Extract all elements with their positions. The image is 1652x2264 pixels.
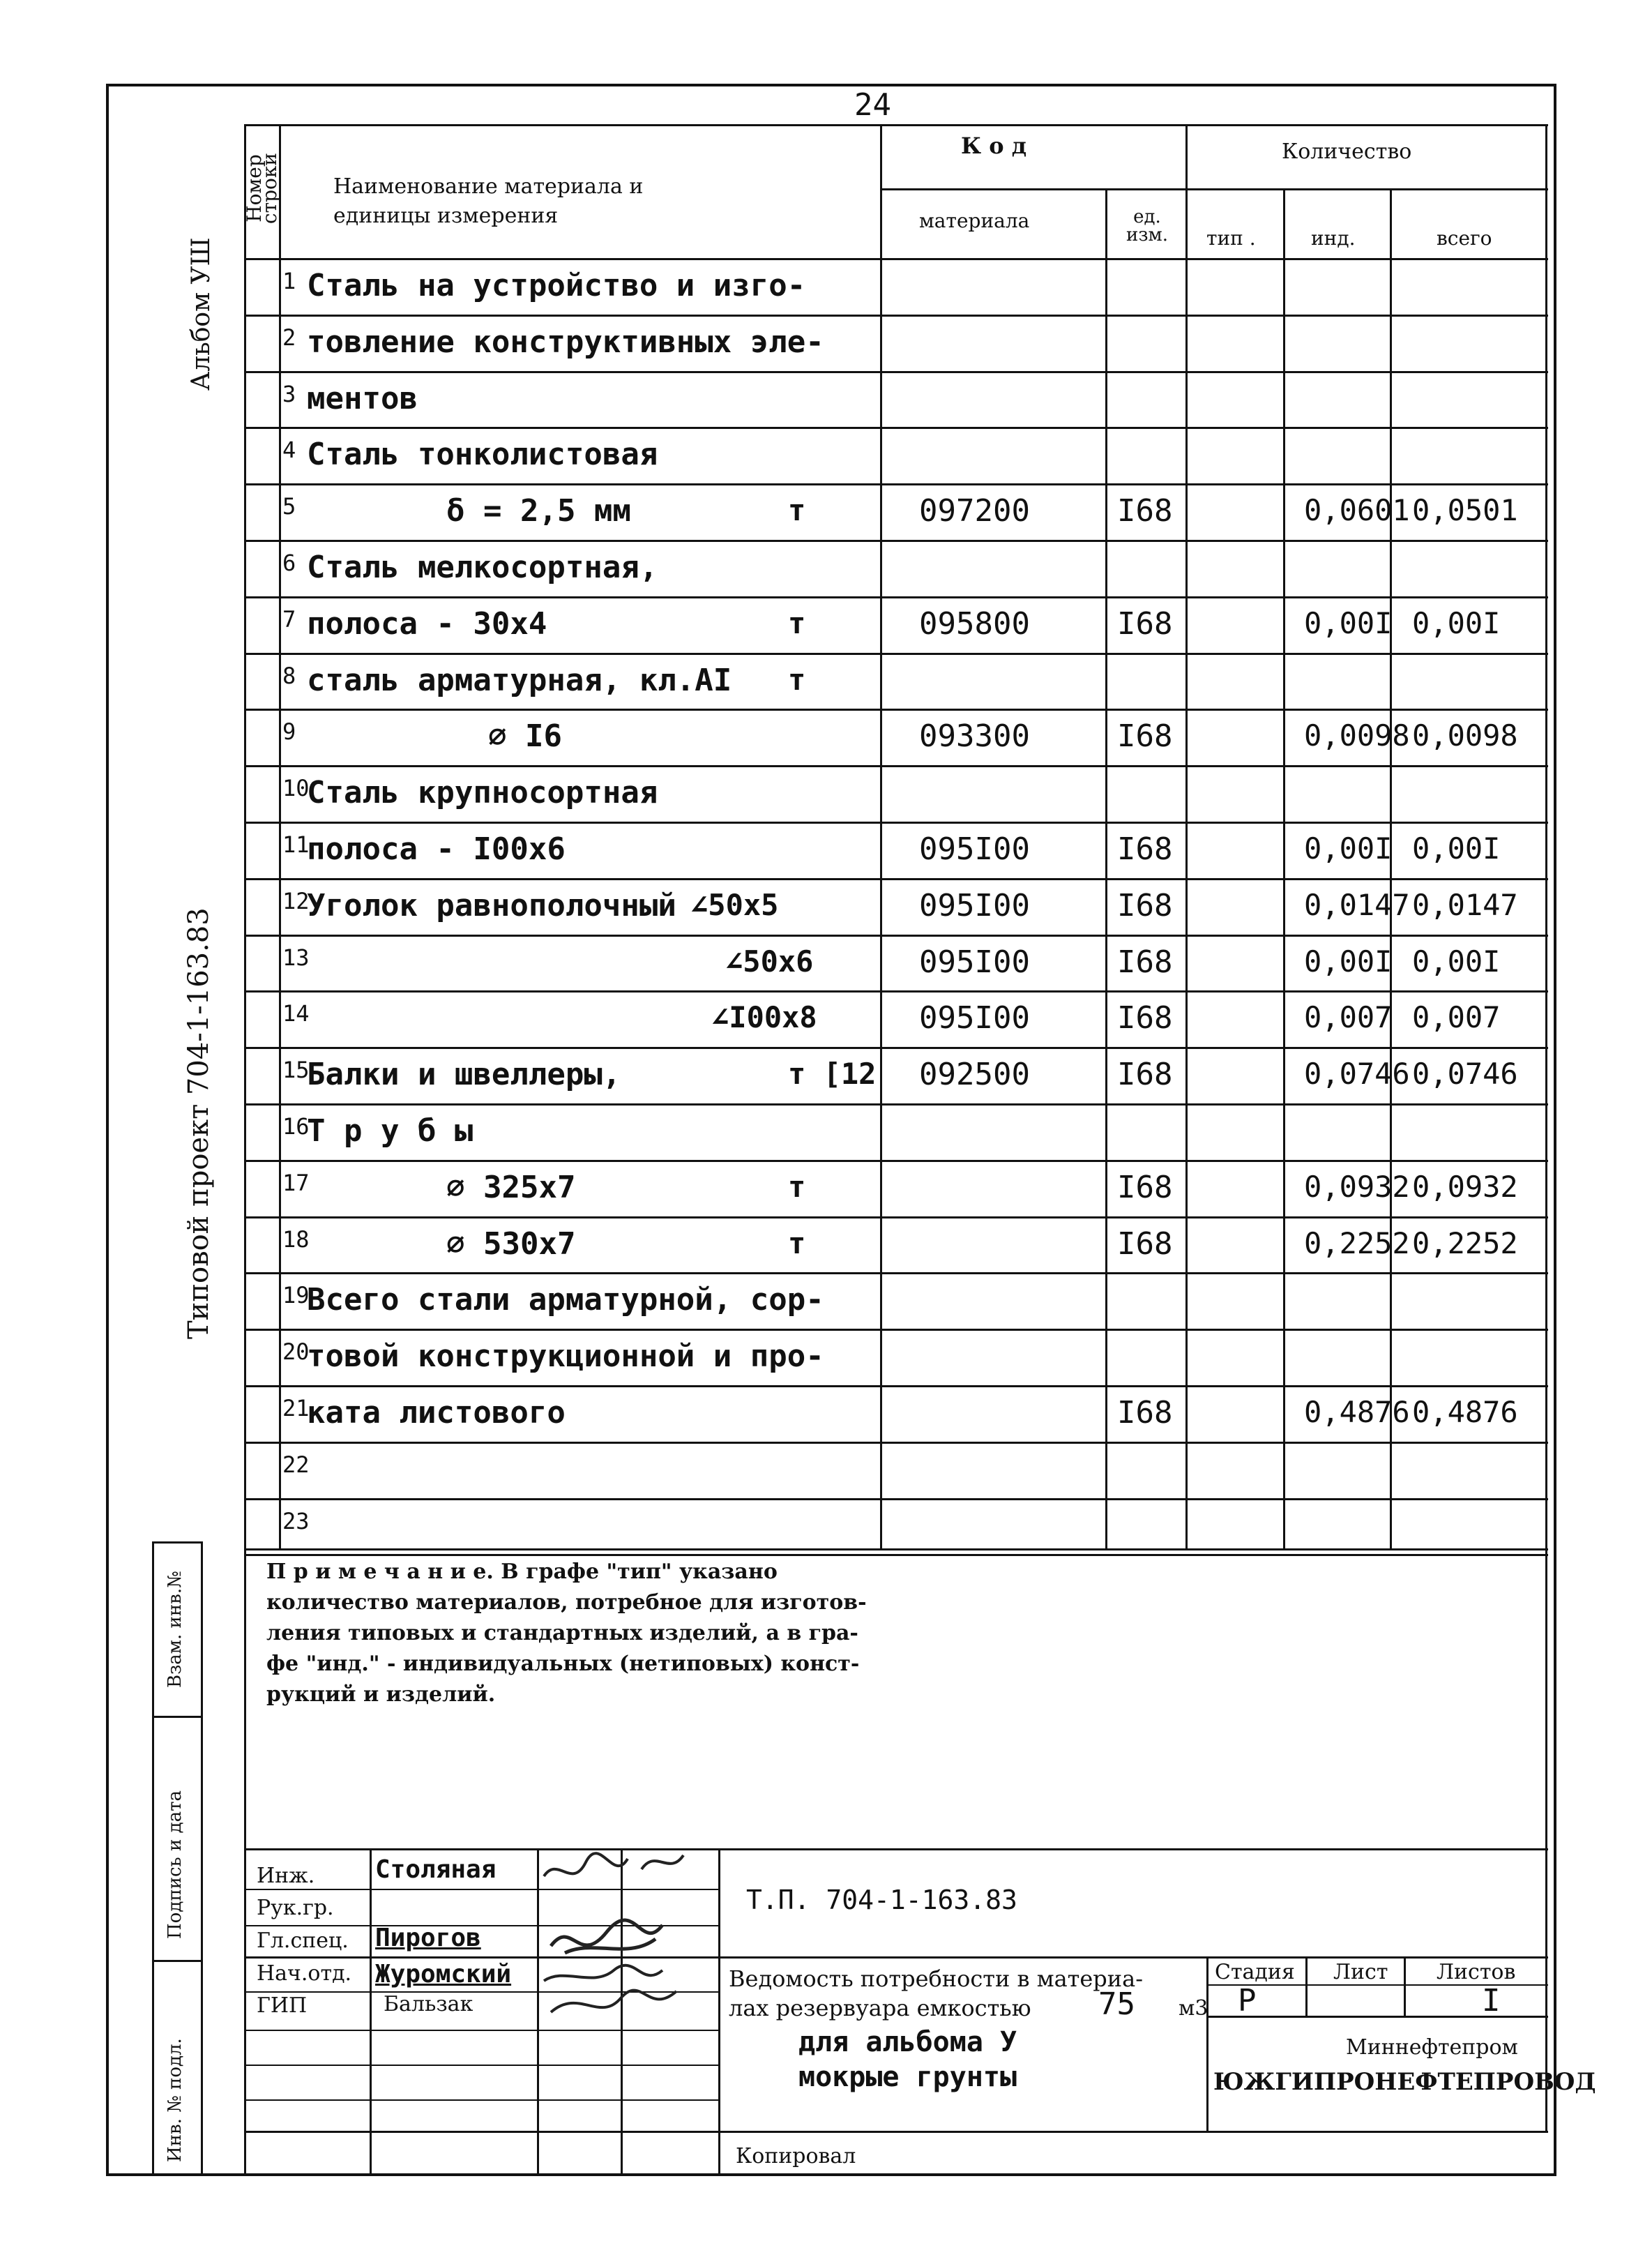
- stamp-volume: 75: [1098, 1986, 1135, 2022]
- row-number: 10: [282, 775, 310, 802]
- row-line: [244, 935, 1548, 937]
- role-group-lead: Рук.гр.: [257, 1896, 334, 1920]
- row-number: 4: [282, 437, 296, 464]
- row-name: товой конструкционной и про-: [307, 1338, 824, 1375]
- row-ind: 0,0932: [1304, 1169, 1410, 1204]
- role-engineer: Инж.: [257, 1864, 315, 1888]
- table-top-line: [244, 124, 1548, 126]
- stamp-top-line: [244, 1848, 1548, 1850]
- stamp-row3: [244, 1956, 1548, 1959]
- row-code: 093300: [919, 718, 1030, 755]
- row-number: 12: [282, 887, 310, 914]
- row-line: [244, 653, 1548, 655]
- row-unit: I68: [1117, 1057, 1173, 1093]
- row-total: 0,0098: [1412, 718, 1518, 753]
- project-label: Типовой проект 704-1-163.83: [183, 907, 215, 1339]
- note-line-2: количество материалов, потребное для изготов-: [266, 1590, 867, 1615]
- row-ind: 0,007: [1304, 1000, 1393, 1035]
- row-line: [244, 1272, 1548, 1274]
- sheets-label: Листов: [1437, 1960, 1516, 1984]
- row-mark: т: [788, 662, 806, 697]
- row-number: 8: [282, 662, 296, 689]
- row-unit: I68: [1117, 1169, 1173, 1205]
- row-line: [244, 483, 1548, 485]
- table-line-ind: [1390, 188, 1392, 1548]
- row-total: 0,4876: [1412, 1395, 1518, 1429]
- stamp-row6: [244, 2065, 718, 2066]
- row-total: 0,0501: [1412, 493, 1518, 528]
- row-number: 23: [282, 1507, 310, 1534]
- row-unit: I68: [1117, 1225, 1173, 1262]
- row-line: [244, 427, 1548, 429]
- role-chief-spec: Гл.спец.: [257, 1929, 349, 1953]
- row-number: 7: [282, 605, 296, 633]
- row-number: 21: [282, 1395, 310, 1421]
- row-name: полоса - 30х4: [307, 605, 547, 642]
- stamp-right-line: [1545, 1548, 1547, 2131]
- row-name: Сталь тонколистовая: [307, 437, 658, 473]
- row-number: 9: [282, 718, 296, 746]
- row-line: [244, 765, 1548, 767]
- strip-div2: [152, 1960, 201, 1962]
- header-material: материала: [919, 209, 1030, 232]
- header-type: тип .: [1206, 227, 1256, 250]
- row-ind: 0,0098: [1304, 718, 1410, 753]
- header-name-line1: Наименование материала и: [333, 174, 644, 199]
- row-name: Сталь на устройство и изго-: [307, 268, 806, 303]
- row-line: [244, 990, 1548, 993]
- row-name: Всего стали арматурной, сор-: [307, 1282, 824, 1318]
- row-ind: 0,00I: [1304, 831, 1393, 866]
- row-unit: I68: [1117, 493, 1173, 529]
- header-unit: ед. изм.: [1126, 206, 1168, 246]
- album-label: Альбом УШ: [187, 237, 215, 391]
- name-gip: Бальзак: [384, 1992, 473, 2016]
- header-total: всего: [1437, 227, 1492, 250]
- table-line-right: [1545, 124, 1547, 1548]
- note-line-1: П р и м е ч а н и е. В графе "тип" указано: [266, 1560, 778, 1584]
- row-ind: 0,0147: [1304, 887, 1410, 922]
- row-ind: 0,2252: [1304, 1225, 1410, 1260]
- row-total: 0,007: [1412, 1000, 1501, 1035]
- row-name: Сталь крупносортная: [307, 775, 658, 811]
- note-top-line: [244, 1548, 1548, 1550]
- signatures: [537, 1848, 718, 2030]
- row-line: [244, 1442, 1548, 1444]
- note-text: [266, 1557, 867, 1710]
- stamp-project-code: Т.П. 704-1-163.83: [746, 1885, 1017, 1915]
- header-ind: инд.: [1311, 227, 1356, 250]
- stamp-volume-unit: м3: [1179, 1996, 1208, 2021]
- row-ind: 0,4876: [1304, 1395, 1410, 1429]
- row-name: сталь арматурная, кл.AI: [307, 662, 732, 698]
- row-unit: I68: [1117, 887, 1173, 923]
- row-code: 095800: [919, 605, 1030, 642]
- page-number: 24: [854, 87, 891, 123]
- row-line: [244, 1160, 1548, 1162]
- footer-copied: Копировал: [736, 2144, 856, 2168]
- row-total: 0,00I: [1412, 831, 1501, 866]
- row-code: 095I00: [919, 1000, 1030, 1036]
- row-total: 0,00I: [1412, 605, 1501, 640]
- stamp-title-line2: лах резервуара емкостью: [729, 1995, 1031, 2021]
- strip-right-line: [201, 1541, 203, 2176]
- row-number: 1: [282, 268, 296, 294]
- row-name: ментов: [307, 380, 418, 416]
- row-mark: т: [788, 1225, 806, 1260]
- row-number: 17: [282, 1169, 310, 1196]
- row-unit: I68: [1117, 1000, 1173, 1036]
- header-name-line2: единицы измерения: [333, 204, 559, 228]
- role-dept-head: Нач.отд.: [257, 1961, 352, 1986]
- row-line: [244, 596, 1548, 598]
- row-line: [244, 709, 1548, 711]
- header-bottom-line: [244, 258, 1548, 260]
- row-number: 15: [282, 1057, 310, 1084]
- row-line: [244, 540, 1548, 542]
- row-total: 0,0746: [1412, 1057, 1518, 1092]
- stage-label: Стадия: [1215, 1960, 1295, 1984]
- row-name: товление конструктивных эле-: [307, 324, 824, 360]
- row-total: 0,00I: [1412, 944, 1501, 979]
- row-name: ⌀ 325х7: [446, 1169, 576, 1205]
- row-line: [244, 315, 1548, 317]
- row-mark: ∠50х6: [725, 944, 814, 979]
- row-number: 20: [282, 1338, 310, 1366]
- stamp-col-date: [718, 1848, 720, 2176]
- stamp-col-sheet-sheets: [1404, 1956, 1406, 2016]
- row-unit: I68: [1117, 605, 1173, 642]
- table-line-left: [244, 124, 246, 1548]
- row-mark: ∠50х5: [690, 887, 779, 922]
- row-number: 22: [282, 1451, 310, 1478]
- note-line-5: рукций и изделий.: [266, 1682, 496, 1707]
- row-unit: I68: [1117, 944, 1173, 980]
- sheet-label: Лист: [1333, 1960, 1388, 1984]
- row-ind: 0,00I: [1304, 605, 1393, 640]
- row-number: 11: [282, 831, 310, 858]
- stamp-row5: [244, 2030, 718, 2031]
- table-line-rownum: [279, 124, 281, 1548]
- table-line-unit: [1185, 124, 1188, 1548]
- stamp-title-line3: для альбома У: [798, 2026, 1017, 2058]
- strip-label-replace: Взам. инв.№: [165, 1571, 185, 1688]
- row-number: 2: [282, 324, 296, 351]
- row-ind: 0,0746: [1304, 1057, 1410, 1092]
- row-line: [244, 1329, 1548, 1331]
- row-code: 095I00: [919, 831, 1030, 867]
- row-name: ⌀ I6: [488, 718, 562, 755]
- row-line: [244, 1047, 1548, 1049]
- name-chief-spec: Пирогов: [375, 1924, 481, 1952]
- row-unit: I68: [1117, 1395, 1173, 1431]
- row-line: [244, 1385, 1548, 1387]
- row-number: 18: [282, 1225, 310, 1253]
- table-line-type: [1283, 188, 1285, 1548]
- stamp-left-line: [244, 1541, 246, 2176]
- strip-top-line: [152, 1541, 201, 1544]
- stamp-row7: [244, 2099, 718, 2101]
- row-total: 0,2252: [1412, 1225, 1518, 1260]
- role-gip: ГИП: [257, 1993, 308, 2018]
- row-unit: I68: [1117, 831, 1173, 867]
- row-mark: т [12: [788, 1057, 877, 1092]
- row-number: 13: [282, 944, 310, 971]
- header-mid-line: [880, 188, 1548, 190]
- strip-label-inv: Инв. № подл.: [165, 2038, 185, 2162]
- header-row-number: Номер строки: [243, 152, 281, 225]
- table-line-code: [1105, 188, 1107, 1548]
- row-name: δ = 2,5 мм: [446, 493, 631, 529]
- row-ind: 0,0601: [1304, 493, 1410, 528]
- row-mark: ∠I00х8: [711, 1000, 817, 1035]
- row-name: Т р у б ы: [307, 1113, 473, 1149]
- row-line: [244, 878, 1548, 880]
- row-total: 0,0932: [1412, 1169, 1518, 1204]
- row-name: полоса - I00х6: [307, 831, 566, 867]
- row-mark: т: [788, 1169, 806, 1204]
- row-line: [244, 1103, 1548, 1105]
- row-number: 5: [282, 493, 296, 520]
- row-total: 0,0147: [1412, 887, 1518, 922]
- row-name: ката листового: [307, 1395, 566, 1431]
- strip-div1: [152, 1716, 201, 1718]
- row-name: ⌀ 530х7: [446, 1225, 576, 1262]
- row-line: [244, 371, 1548, 373]
- row-name: Уголок равнополочный: [307, 887, 676, 923]
- organization: ЮЖГИПРОНЕФТЕПРОВОД: [1213, 2068, 1596, 2096]
- strip-label-sign: Подпись и дата: [165, 1790, 185, 1939]
- stamp-title-line4: мокрые грунты: [798, 2061, 1017, 2093]
- row-number: 19: [282, 1282, 310, 1309]
- row-line: [244, 1498, 1548, 1500]
- row-number: 6: [282, 550, 296, 576]
- note-line-3: ления типовых и стандартных изделий, а в гра-: [266, 1621, 858, 1645]
- row-mark: т: [788, 605, 806, 640]
- row-number: 14: [282, 1000, 310, 1027]
- note-line-4: фе "инд." - индивидуальных (нетиповых) конст-: [266, 1652, 860, 1676]
- row-number: 3: [282, 380, 296, 407]
- ministry: Миннефтепром: [1346, 2035, 1518, 2060]
- row-unit: I68: [1117, 718, 1173, 755]
- sheets-value: I: [1482, 1983, 1501, 2018]
- table-line-name: [880, 124, 882, 1548]
- row-mark: т: [788, 493, 806, 528]
- row-code: 097200: [919, 493, 1030, 529]
- row-code: 092500: [919, 1057, 1030, 1093]
- row-line: [244, 822, 1548, 824]
- row-line: [244, 1216, 1548, 1218]
- stage-value: Р: [1238, 1983, 1257, 2018]
- row-ind: 0,00I: [1304, 944, 1393, 979]
- header-quantity: Количество: [1282, 139, 1412, 164]
- name-engineer: Столяная: [375, 1855, 497, 1884]
- header-code: К о д: [961, 133, 1027, 159]
- row-name: Балки и швеллеры,: [307, 1057, 621, 1093]
- stamp-col-stage-sheet: [1305, 1956, 1308, 2016]
- strip-left-line: [152, 1541, 154, 2176]
- row-number: 16: [282, 1113, 310, 1140]
- row-name: Сталь мелкосортная,: [307, 550, 658, 585]
- row-code: 095I00: [919, 887, 1030, 923]
- name-dept-head: Журомский: [375, 1960, 512, 1988]
- stamp-col-stage-left: [1206, 1956, 1208, 2131]
- stamp-title-line1: Ведомость потребности в материа-: [729, 1965, 1143, 1992]
- row-code: 095I00: [919, 944, 1030, 980]
- stamp-col-role: [370, 1848, 372, 2176]
- stamp-bottom: [244, 2131, 1548, 2133]
- row-line: [244, 1554, 1548, 1556]
